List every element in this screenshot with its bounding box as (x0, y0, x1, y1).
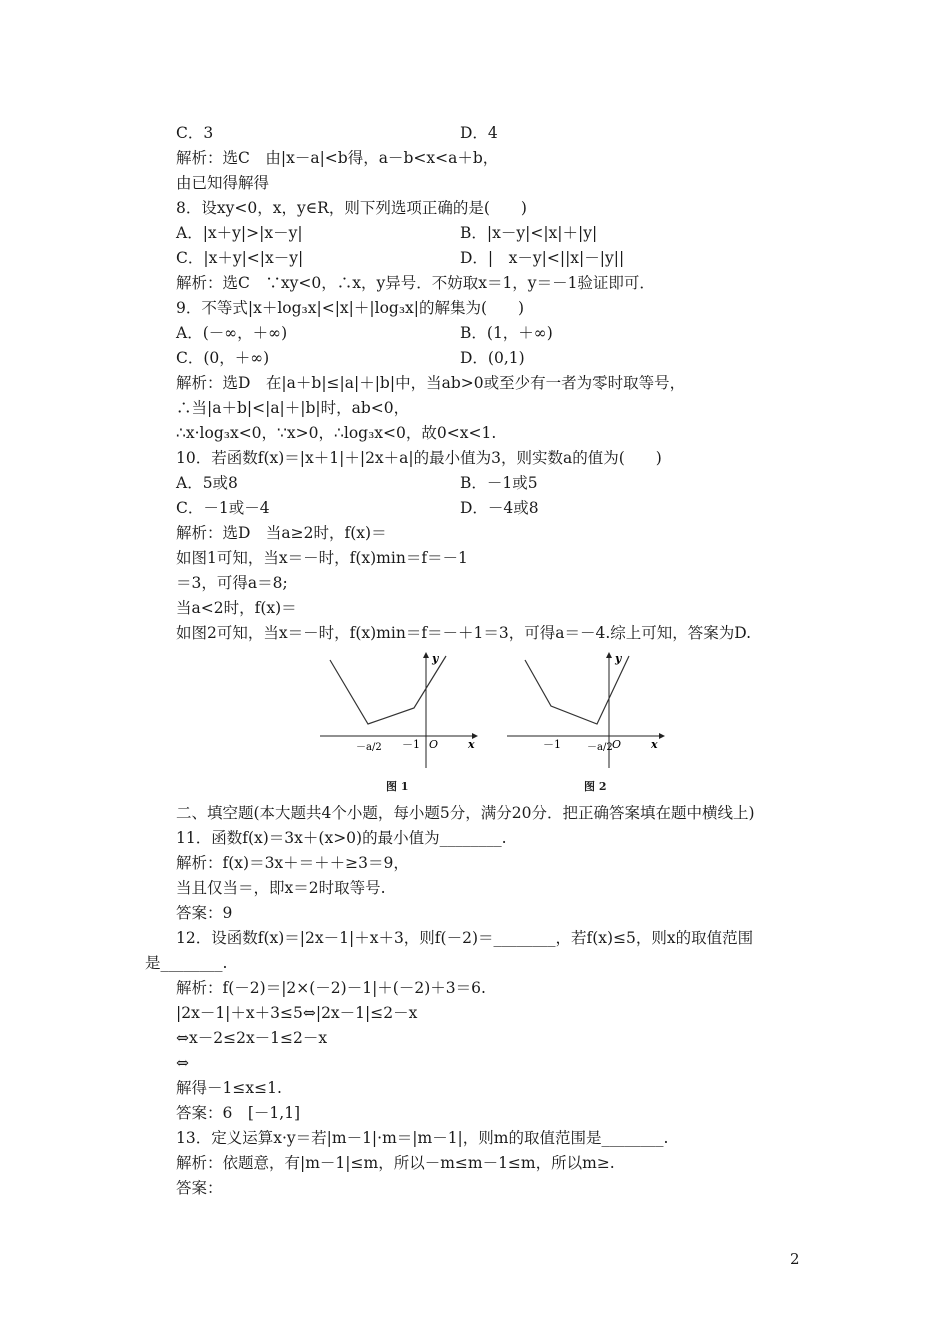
option-right: B．(1，＋∞) (460, 324, 553, 342)
option-right: D．(0,1) (460, 349, 525, 367)
figure-1-caption: 图 1 (386, 780, 409, 793)
figure-2-graph (505, 650, 665, 770)
figure-2-caption: 图 2 (584, 780, 607, 793)
text-line: C．(0，＋∞) (176, 349, 270, 367)
text-line: C．|x＋y|<|x－y| (176, 249, 304, 267)
text-line: 解析：依题意，有|m－1|≤m，所以－m≤m－1≤m，所以m≥. (176, 1154, 615, 1172)
graph-line (525, 656, 629, 724)
text-line: 11．函数f(x)＝3x＋(x>0)的最小值为________. (176, 829, 507, 847)
text-line: 当且仅当＝，即x＝2时取等号. (176, 879, 386, 897)
x-axis-label: x (468, 738, 475, 751)
text-line: 如图1可知，当x＝－时，f(x)min＝f＝－1 (176, 549, 468, 567)
origin-label: O (612, 738, 622, 751)
tick-minus-a-half: －a/2 (587, 742, 613, 753)
x-axis-label: x (651, 738, 658, 751)
option-right: B．|x－y|<|x|＋|y| (460, 224, 598, 242)
option-right: D．－4或8 (460, 499, 539, 517)
text-line: 解析：选C ∵xy<0，∴x，y异号．不妨取x＝1，y＝－1验证即可． (176, 274, 655, 292)
text-line: 12．设函数f(x)＝|2x－1|＋x＋3，则f(－2)＝________，若f(x)≤5，则x的取值范围 (176, 929, 754, 947)
text-line: 答案：6 [－1,1] (176, 1104, 301, 1122)
text-line: 10．若函数f(x)＝|x＋1|＋|2x＋a|的最小值为3，则实数a的值为( ) (176, 449, 662, 467)
text-line: 9．不等式|x＋log₃x|<|x|＋|log₃x|的解集为( ) (176, 299, 525, 317)
option-right: B．－1或5 (460, 474, 538, 492)
page-number: 2 (790, 1250, 800, 1268)
text-line: 如图2可知，当x＝－时，f(x)min＝f＝－＋1＝3，可得a＝－4.综上可知，答案为D. (176, 624, 752, 642)
text-line: 解析：f(－2)＝|2×(－2)－1|＋(－2)＋3＝6. (176, 979, 486, 997)
text-line: 13．定义运算x·y＝若|m－1|·m＝|m－1|，则m的取值范围是________. (176, 1129, 669, 1147)
text-line: 当a<2时，f(x)＝ (176, 599, 297, 617)
text-line: ⇔ (176, 1054, 189, 1072)
origin-label: O (429, 738, 439, 751)
text-line: 解得－1≤x≤1. (176, 1079, 282, 1097)
text-line: ∴当|a＋b|<|a|＋|b|时，ab<0， (176, 399, 410, 417)
text-line: 解析：f(x)＝3x＋＝＋＋≥3＝9， (176, 854, 409, 872)
text-line: ＝3，可得a＝8; (176, 574, 288, 592)
text-line: C．－1或－4 (176, 499, 270, 517)
text-line: 解析：选C 由|x－a|<b得，a－b<x<a＋b， (176, 149, 499, 167)
text-line: 8．设xy<0，x，y∈R，则下列选项正确的是( ) (176, 199, 527, 217)
text-line: A．|x＋y|>|x－y| (176, 224, 303, 242)
figure-1-graph (318, 650, 478, 770)
tick-minus-one: －1 (402, 738, 420, 751)
text-line: A．5或8 (176, 474, 238, 492)
text-line: 答案： (176, 1179, 223, 1197)
graph-line (330, 656, 446, 724)
text-line: 是________. (145, 954, 228, 972)
tick-minus-a-half: －a/2 (356, 742, 382, 753)
option-right: D．| x－y|<||x|－|y|| (460, 249, 625, 267)
text-line: ∴x·log₃x<0，∵x>0，∴log₃x<0，故0<x<1. (176, 424, 497, 442)
text-line: |2x－1|＋x＋3≤5⇔|2x－1|≤2－x (176, 1004, 418, 1022)
text-line: 答案：9 (176, 904, 233, 922)
text-line: 解析：选D 在|a＋b|≤|a|＋|b|中，当ab>0或至少有一者为零时取等号， (176, 374, 686, 392)
text-line: A．(－∞，＋∞) (176, 324, 288, 342)
y-axis-label: y (432, 652, 439, 665)
text-line: 由已知得解得 (176, 174, 270, 192)
text-line: 二、填空题(本大题共4个小题，每小题5分，满分20分．把正确答案填在题中横线上) (176, 804, 755, 822)
option-right: D．4 (460, 124, 498, 142)
tick-minus-one: －1 (543, 738, 561, 751)
text-line: 解析：选D 当a≥2时，f(x)＝ (176, 524, 387, 542)
y-axis-label: y (615, 652, 622, 665)
text-line: ⇔x－2≤2x－1≤2－x (176, 1029, 328, 1047)
text-line: C．3 (176, 124, 214, 142)
